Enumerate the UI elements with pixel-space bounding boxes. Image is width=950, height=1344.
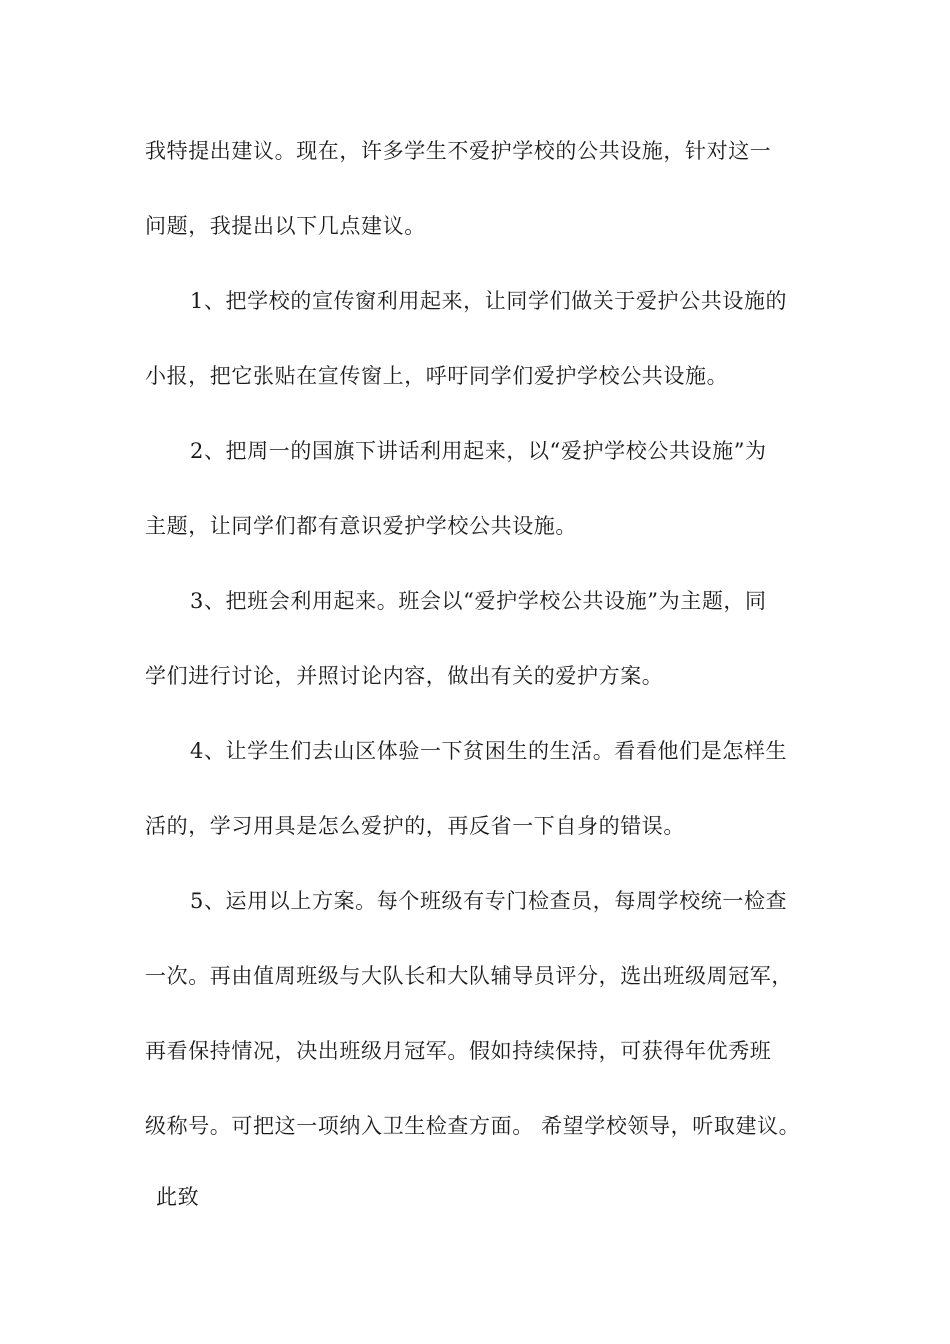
text-line: 学们进行讨论，并照讨论内容，做出有关的爱护方案。 [145, 664, 664, 688]
text-line: 一次。再由值周班级与大队长和大队辅导员评分，选出班级周冠军， [145, 964, 793, 988]
text-line: 级称号。可把这一项纳入卫生检查方面。 希望学校领导，听取建议。 [145, 1114, 801, 1138]
closing-text: 此致 [156, 1185, 200, 1209]
text-line: 活的，学习用具是怎么爱护的，再反省一下自身的错误。 [145, 814, 685, 838]
text-line: 4、让学生们去山区体验一下贫困生的生活。看看他们是怎样生 [190, 739, 788, 763]
text-line: 小报，把它张贴在宣传窗上，呼吁同学们爱护学校公共设施。 [145, 364, 729, 388]
text-line: 5、运用以上方案。每个班级有专门检查员，每周学校统一检查 [190, 889, 788, 913]
text-line: 再看保持情况，决出班级月冠军。假如持续保持，可获得年优秀班 [145, 1039, 772, 1063]
text-line: 问题，我提出以下几点建议。 [145, 214, 426, 238]
text-line: 主题，让同学们都有意识爱护学校公共设施。 [145, 514, 577, 538]
text-line: 1、把学校的宣传窗利用起来，让同学们做关于爱护公共设施的 [190, 289, 788, 313]
text-line: 我特提出建议。现在，许多学生不爱护学校的公共设施，针对这一 [145, 139, 772, 163]
text-line: 3、把班会利用起来。班会以“爱护学校公共设施”为主题，同 [190, 589, 767, 613]
text-line: 2、把周一的国旗下讲话利用起来，以“爱护学校公共设施”为 [190, 439, 767, 463]
